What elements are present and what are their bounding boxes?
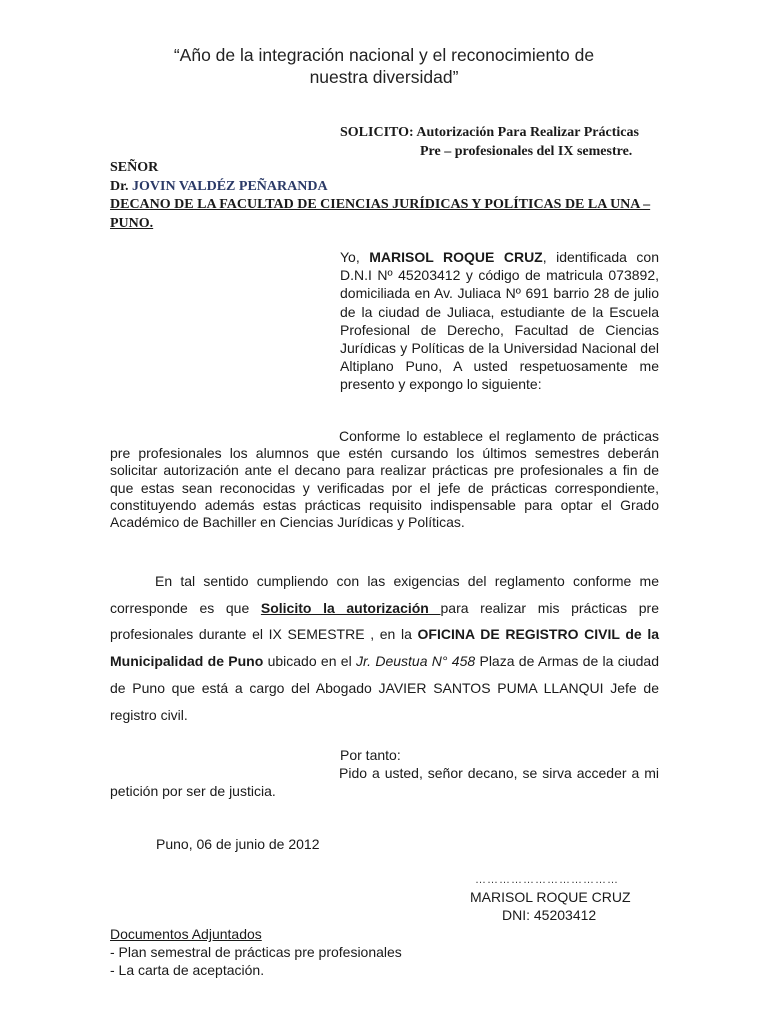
student-name: MARISOL ROQUE CRUZ bbox=[369, 249, 543, 265]
request-text-1: En tal sentido cumpliendo con las exigencias del reglamento conforme me corresponde es que bbox=[110, 573, 659, 616]
paragraph-regulation-text: Conforme lo establece el reglamento de prácticas pre profesionales los alumnos que estén cursando los últimos semestres deberán solicitar autorización ante el decano para realizar prácticas pre profesionales a fin de que estas sean reconocidas y verificadas por el jefe de prácticas correspondiente, constituyendo además estas prácticas requisito indispensable para optar el Grado Académico de Bachiller en Ciencias Jurídicas y Políticas. bbox=[110, 428, 659, 531]
salutation: SEÑOR bbox=[110, 160, 159, 175]
addressee-name-line bbox=[110, 178, 665, 197]
subject-line-1: Autorización Para Realizar Prácticas bbox=[416, 125, 639, 140]
intro-text: , identificada con D.N.I Nº 45203412 y código de matricula 073892, domiciliada en Av. Juliaca Nº 691 barrio 28 de julio de la ciudad de Juliaca, estudiante de la Escuela Profesional de Derecho, Facultad de Ciencias Jurídicas y Políticas de la Universidad Nacional del Altiplano Puno, A usted respetuosamente me presento y expongo lo siguiente: bbox=[340, 249, 659, 393]
signer-name: MARISOL ROQUE CRUZ bbox=[470, 889, 631, 905]
request-bold: Solicito la autorización bbox=[260, 599, 441, 616]
request-text-3: ubicado en el bbox=[263, 653, 357, 670]
date-line: Puno, 06 de junio de 2012 bbox=[156, 836, 320, 852]
office-address: Jr. Deustua N° 458 bbox=[356, 653, 476, 670]
attachment-item: - La carta de aceptación. bbox=[110, 962, 265, 978]
request-text-2: para realizar mis prácticas pre profesionales durante el IX SEMESTRE , en la bbox=[110, 599, 660, 643]
motto-line-2: nuestra diversidad” bbox=[309, 67, 459, 87]
motto-line-1: “Año de la integración nacional y el reconocimiento de bbox=[173, 45, 595, 65]
attachment-item: - Plan semestral de prácticas pre profesionales bbox=[110, 944, 402, 960]
addressee-title: Dr. bbox=[110, 178, 129, 194]
addressee-block bbox=[110, 159, 665, 233]
paragraph-regulation bbox=[110, 428, 659, 531]
paragraph-request bbox=[110, 568, 659, 728]
request-text-4: Plaza de Armas de la ciudad de Puno que está a cargo del Abogado JAVIER SANTOS PUMA LLANQUI Jefe de registro civil. bbox=[110, 653, 659, 723]
petition-text bbox=[110, 764, 659, 800]
signer-dni: DNI: 45203412 bbox=[502, 907, 597, 923]
subject-line-2: Pre – profesionales del IX semestre. bbox=[420, 144, 633, 159]
office-name: OFICINA DE REGISTRO CIVIL de la Municipalidad de Puno bbox=[110, 626, 659, 670]
addressee-name: JOVIN VALDÉZ PEÑARANDA bbox=[132, 178, 328, 194]
por-tanto: Por tanto: bbox=[340, 747, 401, 763]
addressee-position: DECANO DE LA FACULTAD DE CIENCIAS JURÍDICAS Y POLÍTICAS DE LA UNA – PUNO. bbox=[110, 197, 651, 231]
subject-block bbox=[340, 123, 639, 161]
motto-header bbox=[110, 44, 658, 88]
intro-paragraph bbox=[340, 248, 659, 394]
intro-yo: Yo, bbox=[340, 249, 360, 265]
signature-line: ……………………………… bbox=[475, 874, 619, 886]
attachments-title: Documentos Adjuntados bbox=[110, 926, 262, 942]
petition-text-body: Pido a usted, señor decano, se sirva acceder a mi petición por ser de justicia. bbox=[110, 765, 659, 799]
attachments-block bbox=[110, 925, 402, 979]
subject-label: SOLICITO: bbox=[340, 125, 414, 140]
